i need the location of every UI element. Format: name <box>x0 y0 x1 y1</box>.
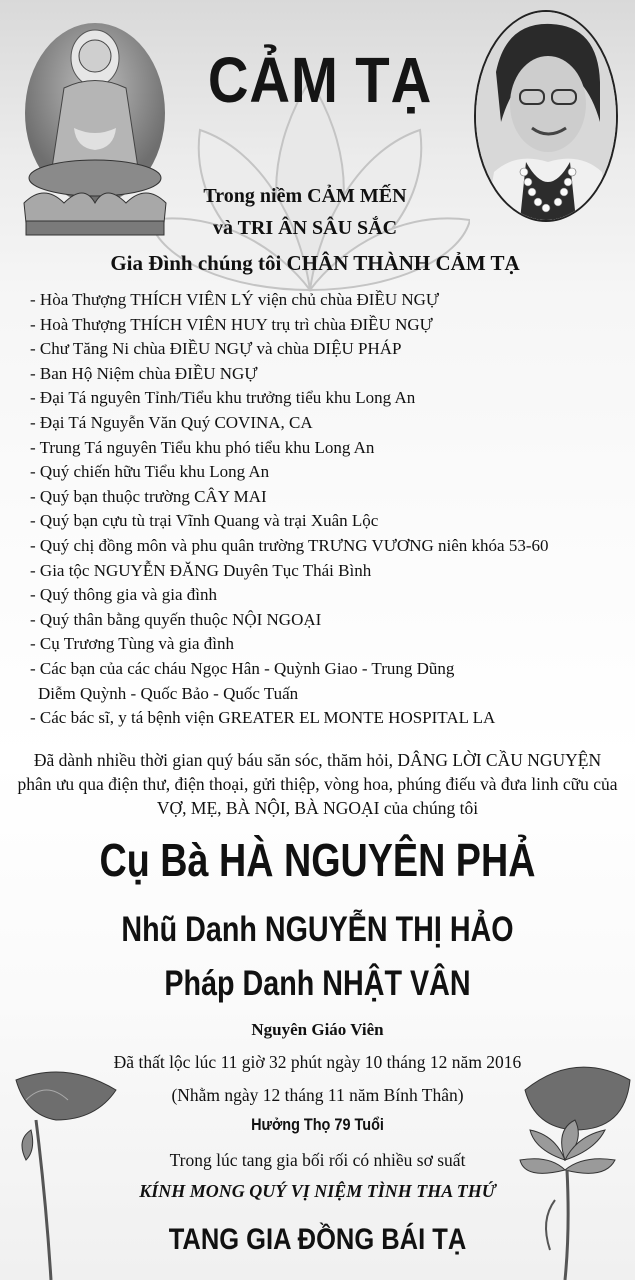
lunar-date: (Nhằm ngày 12 tháng 11 năm Bính Thân) <box>171 1085 464 1105</box>
thanks-item: - Quý chiến hữu Tiểu khu Long An <box>30 462 270 482</box>
paragraph-line-3: VỢ, MẸ, BÀ NỘI, BÀ NGOẠI của chúng tôi <box>156 798 479 818</box>
thanks-item: - Quý bạn cựu tù trại Vĩnh Quang và trại Xuân Lộc <box>30 511 379 531</box>
thanks-item: - Quý thông gia và gia đình <box>30 585 217 605</box>
family-signature: TANG GIA ĐỒNG BÁI TẠ <box>168 1223 467 1256</box>
intro-line-1: Trong niềm CẢM MẾN <box>203 185 407 207</box>
thanks-item: - Các bạn của các cháu Ngọc Hân - Quỳnh Giao - Trung Dũng <box>30 658 455 678</box>
thanks-item: - Đại Tá Nguyễn Văn Quý COVINA, CA <box>30 412 313 432</box>
thanks-item: - Hoà Thượng THÍCH VIÊN HUY trụ trì chùa ĐIỀU NGỰ <box>30 314 433 334</box>
intro-line-3: Gia Đình chúng tôi CHÂN THÀNH CẢM TẠ <box>110 251 520 275</box>
portrait-photo <box>474 10 618 222</box>
thanks-item: - Ban Hộ Niệm chùa ĐIỀU NGỰ <box>30 363 258 383</box>
thanks-item: - Trung Tá nguyên Tiểu khu phó tiểu khu Long An <box>30 437 375 457</box>
occupation: Nguyên Giáo Viên <box>251 1020 384 1039</box>
thanks-continuation-text: Diễm Quỳnh - Quốc Bảo - Quốc Tuấn <box>38 683 299 703</box>
deceased-name: Cụ Bà HÀ NGUYÊN PHẢ <box>99 834 536 886</box>
lotus-flower-left <box>6 1060 136 1280</box>
birth-name: Nhũ Danh NGUYỄN THỊ HẢO <box>121 910 514 949</box>
dharma-name: Pháp Danh NHẬT VÂN <box>164 964 471 1003</box>
thanks-item: - Quý thân bằng quyến thuộc NỘI NGOẠI <box>30 609 322 629</box>
thanks-item: - Chư Tăng Ni chùa ĐIỀU NGỰ và chùa DIỆU PHÁP <box>30 339 402 359</box>
thanks-list <box>30 288 630 731</box>
thanks-item: - Quý bạn thuộc trường CÂY MAI <box>30 486 267 506</box>
passing-date: Đã thất lộc lúc 11 giờ 32 phút ngày 10 tháng 12 năm 2016 <box>113 1052 522 1072</box>
portrait-photo-graphic <box>476 12 616 220</box>
age-line: Hưởng Thọ 79 Tuổi <box>251 1115 384 1134</box>
page-title: CẢM TẠ <box>207 44 433 116</box>
thanks-item: - Quý chị đồng môn và phu quân trường TRƯNG VƯƠNG niên khóa 53-60 <box>30 535 549 555</box>
apology-line: Trong lúc tang gia bối rối có nhiều sơ suất <box>169 1150 466 1170</box>
lotus-flower-right <box>505 1050 635 1280</box>
gratitude-paragraph <box>0 748 635 820</box>
forgiveness-request: KÍNH MONG QUÝ VỊ NIỆM TÌNH THA THỨ <box>139 1181 496 1201</box>
thanks-item: - Hòa Thượng THÍCH VIÊN LÝ viện chủ chùa ĐIỀU NGỰ <box>30 290 440 309</box>
paragraph-line-2: phân ưu qua điện thư, điện thoại, gửi thiệp, vòng hoa, phúng điếu và đưa linh cữu của <box>17 774 618 794</box>
thanks-item: - Gia tộc NGUYỄN ĐĂNG Duyên Tục Thái Bình <box>30 560 372 580</box>
thanks-item-continuation <box>30 682 630 707</box>
paragraph-line-1: Đã dành nhiều thời gian quý báu săn sóc, thăm hỏi, DÂNG LỜI CẦU NGUYỆN <box>33 750 602 770</box>
thanks-item: - Các bác sĩ, y tá bệnh viện GREATER EL MONTE HOSPITAL LA <box>30 708 496 728</box>
intro-line-2: và TRI ÂN SÂU SẮC <box>212 217 398 239</box>
thanks-item: - Cụ Trương Tùng và gia đình <box>30 634 234 654</box>
thanks-item: - Đại Tá nguyên Tỉnh/Tiểu khu trưởng tiểu khu Long An <box>30 388 416 408</box>
